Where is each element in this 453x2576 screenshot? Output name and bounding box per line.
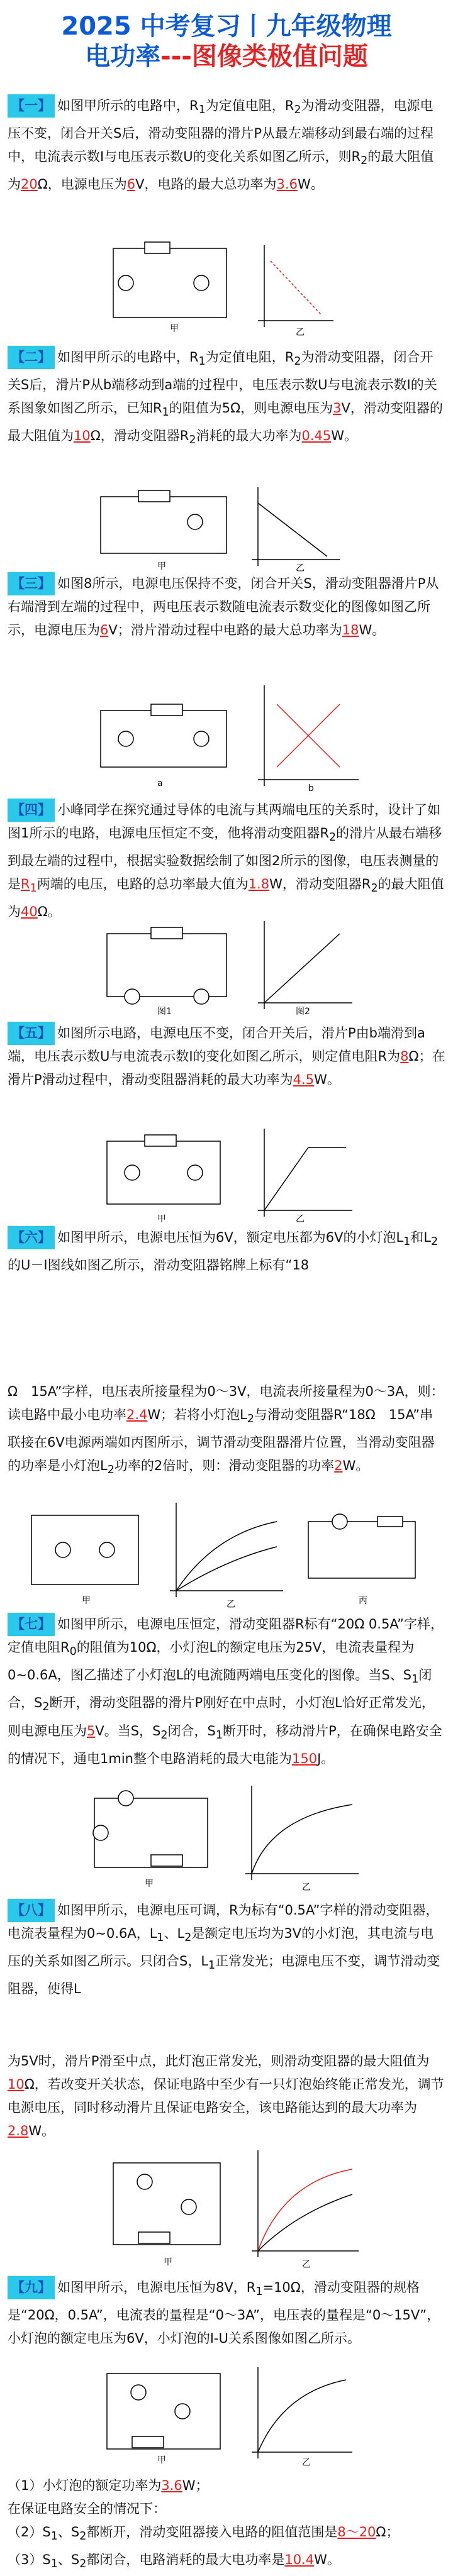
answer: 8～20 [337,2524,376,2540]
answer: 10 [74,428,91,444]
section-6-continued [8,1380,445,1482]
text: 的最大阻值为 [8,149,434,192]
section-9-answers [8,2474,445,2576]
text: 闭合，S [167,1723,216,1739]
text: 与滑动变阻器R“18Ω 15A”串联接在6V电源两端如丙图所示，调节滑动变阻器滑片位置，当滑动变阻器的功率是小灯泡L [8,1407,435,1474]
section-8 [8,1899,445,2001]
text: Ω，滑动变阻器R [90,428,189,444]
header [0,0,453,94]
answer: 1.8 [248,876,270,892]
fig-label: 甲 [170,324,179,334]
sub: 2 [294,355,301,368]
sub: 2 [294,104,301,117]
fig-label: 图1 [157,1007,172,1015]
fig-label: 乙 [302,2458,311,2468]
section-tag: 【二】 [8,346,55,369]
answer: 10.4 [284,2552,315,2568]
sub: 2 [328,831,337,844]
sub: 2 [247,1413,255,1426]
sub: 1 [198,104,206,117]
fig-label: 甲 [157,1214,166,1223]
section-tag: 【一】 [8,94,55,118]
sub: 1 [255,2286,263,2299]
section-tag: 【八】 [8,1899,55,1922]
text: Ω，若改变开关状态，保证电路中至少有一只灯泡始终能正常发光，调节电源电压，同时移动滑片且保证电路安全，该电路能达到的最大功率为 [8,2077,444,2115]
section-tag: 【七】 [8,1613,55,1636]
text: W； [182,2478,209,2493]
figure-5 [94,1122,359,1223]
section-8-continued [8,2050,445,2143]
figure-8 [101,2144,365,2270]
figure-9 [94,2361,359,2468]
text: 如图甲所示的电路中，R [57,98,199,113]
section-tag: 【九】 [8,2276,55,2299]
sub: 2 [107,1464,115,1477]
text: 功率的2倍时，则：滑动变阻器的功率 [114,1458,335,1474]
text: Ω 15A”字样，电压表所接量程为0～3V，电流表所接量程为0～3A，则：读电路中最小电功率 [8,1384,444,1422]
text: W。 [28,2123,55,2138]
text: J。 [317,1750,335,1766]
sub: 1 [198,355,206,368]
fig-label: 图2 [296,1007,310,1015]
text: Ω；在滑片P滑动过程中，滑动变阻器消耗的最大功率为 [8,1049,445,1087]
section-5 [8,1022,445,1092]
fig-label: 甲 [157,561,166,572]
fig-label: 甲 [157,2455,166,2465]
sub: 2 [42,1701,50,1714]
text: V；滑片滑动过程中电路的最大总功率为 [108,622,342,638]
text: 如图甲所示，电源电压可调，R为标有“0.5A”字样的滑动变阻器，电流表量程为0~0.6A，L [8,1903,439,1941]
sub: 1 [162,406,169,419]
text: W。 [342,1458,369,1474]
text: 断开时，移动滑片P，在确保电路安全的情况下，通电1min整个电路消耗的最大电能为 [8,1723,442,1766]
q4 [8,2548,445,2576]
sub: 1 [50,2558,58,2571]
page-title [0,11,453,72]
text: 如图甲所示的电路中，R [57,350,199,365]
fig-label: 甲 [82,1596,91,1606]
text: 、L [164,1926,185,1941]
q2: 在保证电路安全的情况下： [8,2501,166,2516]
answer: 8 [400,1049,409,1064]
section-tag: 【四】 [8,799,55,822]
section-7 [8,1613,445,1771]
text: 为滑动变阻器，电源电压不变，闭合开关S后，滑动变阻器的滑片P从最左端移动到最右端的过程中，电流表示数I与电压表示数U的变化关系如图乙所示，则R [8,98,433,165]
answer: 10 [8,2077,25,2092]
sub: 1 [157,1932,164,1945]
text: 断开，滑动变阻器的滑片P刚好在中点时，小灯泡L恰好正常发光，则电源电压为 [8,1695,435,1739]
sub: 2 [160,1728,168,1742]
text: 闭合，S [8,1667,432,1711]
title-line-2-blue: 电功率 [85,42,161,71]
text: 为5V时，滑片P滑至中点，此灯泡正常发光，则滑动变阻器的最大阻值为 [8,2054,430,2069]
text: V，电路的最大总功率为 [135,177,277,192]
text: 小峰同学在探究通过导体的电流与其两端电压的关系时，设计了如图1所示的电路，电源电压恒定不变，他将滑动变阻器R [8,802,440,841]
sub: 2 [371,882,378,895]
text: 、S [57,2552,80,2568]
answer: 4.5 [293,1072,315,1087]
figure-2 [88,484,352,572]
sub: 1 [411,1673,419,1686]
text: V，滑动变阻器的最大阻值为 [8,401,443,444]
text: 消耗的最大功率为 [196,428,302,444]
text: W。 [359,622,386,638]
figure-1 [107,236,346,336]
text: （2）S [8,2524,51,2540]
text: 为滑动变阻器，闭合开关S后，滑片P从b端移动到a端的过程中，电压表示数U与电流表示数I的关系图象如图乙所示，已知R [8,350,437,416]
section-1 [8,94,445,196]
section-4 [8,799,445,924]
sub: 1 [403,1235,411,1249]
fig-label: b [308,783,314,792]
text: Ω，电源电压为 [37,177,127,192]
sub: 0 [69,1645,77,1659]
text: （1）小灯泡的额定功率为 [8,2478,162,2493]
text: Ω； [376,2524,400,2540]
sub: 2 [361,155,368,168]
figure-4 [94,915,359,1015]
text: 正常发光；电源电压不变，调节滑动变阻器，使得L [8,1954,440,1997]
fig-label: 乙 [226,1600,235,1610]
answer: 2 [334,1458,343,1474]
section-tag: 【六】 [8,1226,55,1249]
text: 如图8所示，电源电压保持不变，闭合开关S，滑动变阻器滑片P从右端滑到左端的过程中，两电压表示数随电流表示数变化的图像如图乙所示，电源电压为 [8,576,439,638]
text: 如图甲所示，电源电压恒定，滑动变阻器R标有“20Ω 0.5A”字样，定值电阻R [8,1617,444,1655]
text: 和L [410,1230,431,1245]
text: 两端的电压，电路的总功率最大值为 [36,876,249,892]
answer: 150 [291,1750,318,1766]
text: 如图甲所示，电源电压恒为8V，R [57,2280,256,2295]
text: （3）S [8,2552,51,2568]
text: V。当S，S [95,1723,161,1739]
sub: 1 [215,1728,223,1742]
section-tag: 【三】 [8,572,55,595]
fig-label: 乙 [296,1214,305,1223]
sub: 1 [208,1959,216,1972]
answer: 0.45 [301,428,332,444]
sub: 2 [79,2558,87,2571]
title-line-2-red: ---图像类极值问题 [160,42,368,71]
text: W，滑动变阻器R [269,876,371,892]
text: 的最大阻值为 [8,876,444,920]
text: 是额定电压均为3V的小灯泡，其电流与电压的关系如图乙所示。只闭合S，L [8,1926,434,1969]
text: 如图甲所示，电源电压恒为6V，额定电压都为6V的小灯泡L [57,1230,404,1245]
section-2 [8,346,445,453]
text: 为定值电阻，R [205,350,294,365]
figure-3 [88,679,365,792]
answer: 3 [333,401,342,416]
text: W。 [314,2552,340,2568]
answer: 3.6 [161,2478,182,2493]
text: W。 [297,177,324,192]
sub: 1 [30,882,37,895]
answer: 5 [87,1723,96,1739]
fig-label: 丙 [359,1596,367,1606]
title-line-2 [0,41,453,72]
text: 的U－I图线如图乙所示，滑动变阻器铭牌上标有“18 [8,1258,310,1273]
text: W；若将小灯泡L [147,1407,247,1422]
answer: 2.8 [8,2123,29,2138]
answer: 18 [342,622,359,638]
fig-label: 甲 [164,2257,172,2267]
section-3 [8,572,445,642]
text: 为定值电阻，R [205,98,294,113]
text: 都闭合，电路消耗的最大电功率是 [86,2552,285,2568]
title-line-1: 2025 中考复习丨九年级物理 [61,12,392,41]
sub: 1 [50,2530,58,2543]
text: Ω。 [37,904,61,920]
section-tag: 【五】 [8,1022,55,1045]
text: 都断开，滑动变阻器接入电路的阻值范围是 [86,2524,338,2540]
text: 如图所示电路，电源电压不变，闭合开关后，滑片P由b端滑到a端，电压表示数U与电流表示数I的变化如图乙所示，则定值电阻R为 [8,1025,425,1064]
answer: 2.4 [126,1407,148,1422]
answer: R [21,876,30,892]
q3 [8,2521,445,2548]
answer: 20 [21,177,38,192]
text: =10Ω，滑动变阻器的规格是“20Ω，0.5A”，电流表的量程是“0～3A”，电压表的量程是“0～15V”，小灯泡的额定电压为6V，小灯泡的I-U关系图像如图乙所示。 [8,2280,440,2347]
section-9 [8,2276,445,2350]
text: 的阻值为10Ω，小灯泡L的额定电压为25V，电流表量程为0~0.6A，图乙描述了小灯泡L的电流随两端电压变化的图像。当S、S [8,1640,415,1683]
text: W。 [331,428,358,444]
text: W。 [314,1072,340,1087]
fig-label: 乙 [296,563,305,572]
sub: 2 [431,1235,439,1249]
fig-label: 乙 [302,1882,311,1893]
figure-7 [82,1779,371,1893]
answer: 6 [126,177,136,192]
answer: 6 [100,622,109,638]
answer: 3.6 [276,177,298,192]
fig-label: 乙 [296,328,305,336]
sub: 2 [184,1932,192,1945]
text: 、S [57,2524,80,2540]
fig-label: 甲 [145,1879,154,1889]
sub: 2 [189,434,196,447]
fig-label: 乙 [302,2260,311,2270]
answer: 40 [21,904,38,920]
text: 的滑片从最右端移到最左端的过程中，根据实验数据绘制了如图2所示的图像，电压表测量的是 [8,826,442,892]
text: 的阻值为5Ω，则电源电压为 [169,401,333,416]
fig-label: a [157,778,163,788]
figure-6 [25,1496,428,1610]
section-6 [8,1226,445,1277]
sub: 2 [79,2530,87,2543]
q1 [8,2474,445,2497]
